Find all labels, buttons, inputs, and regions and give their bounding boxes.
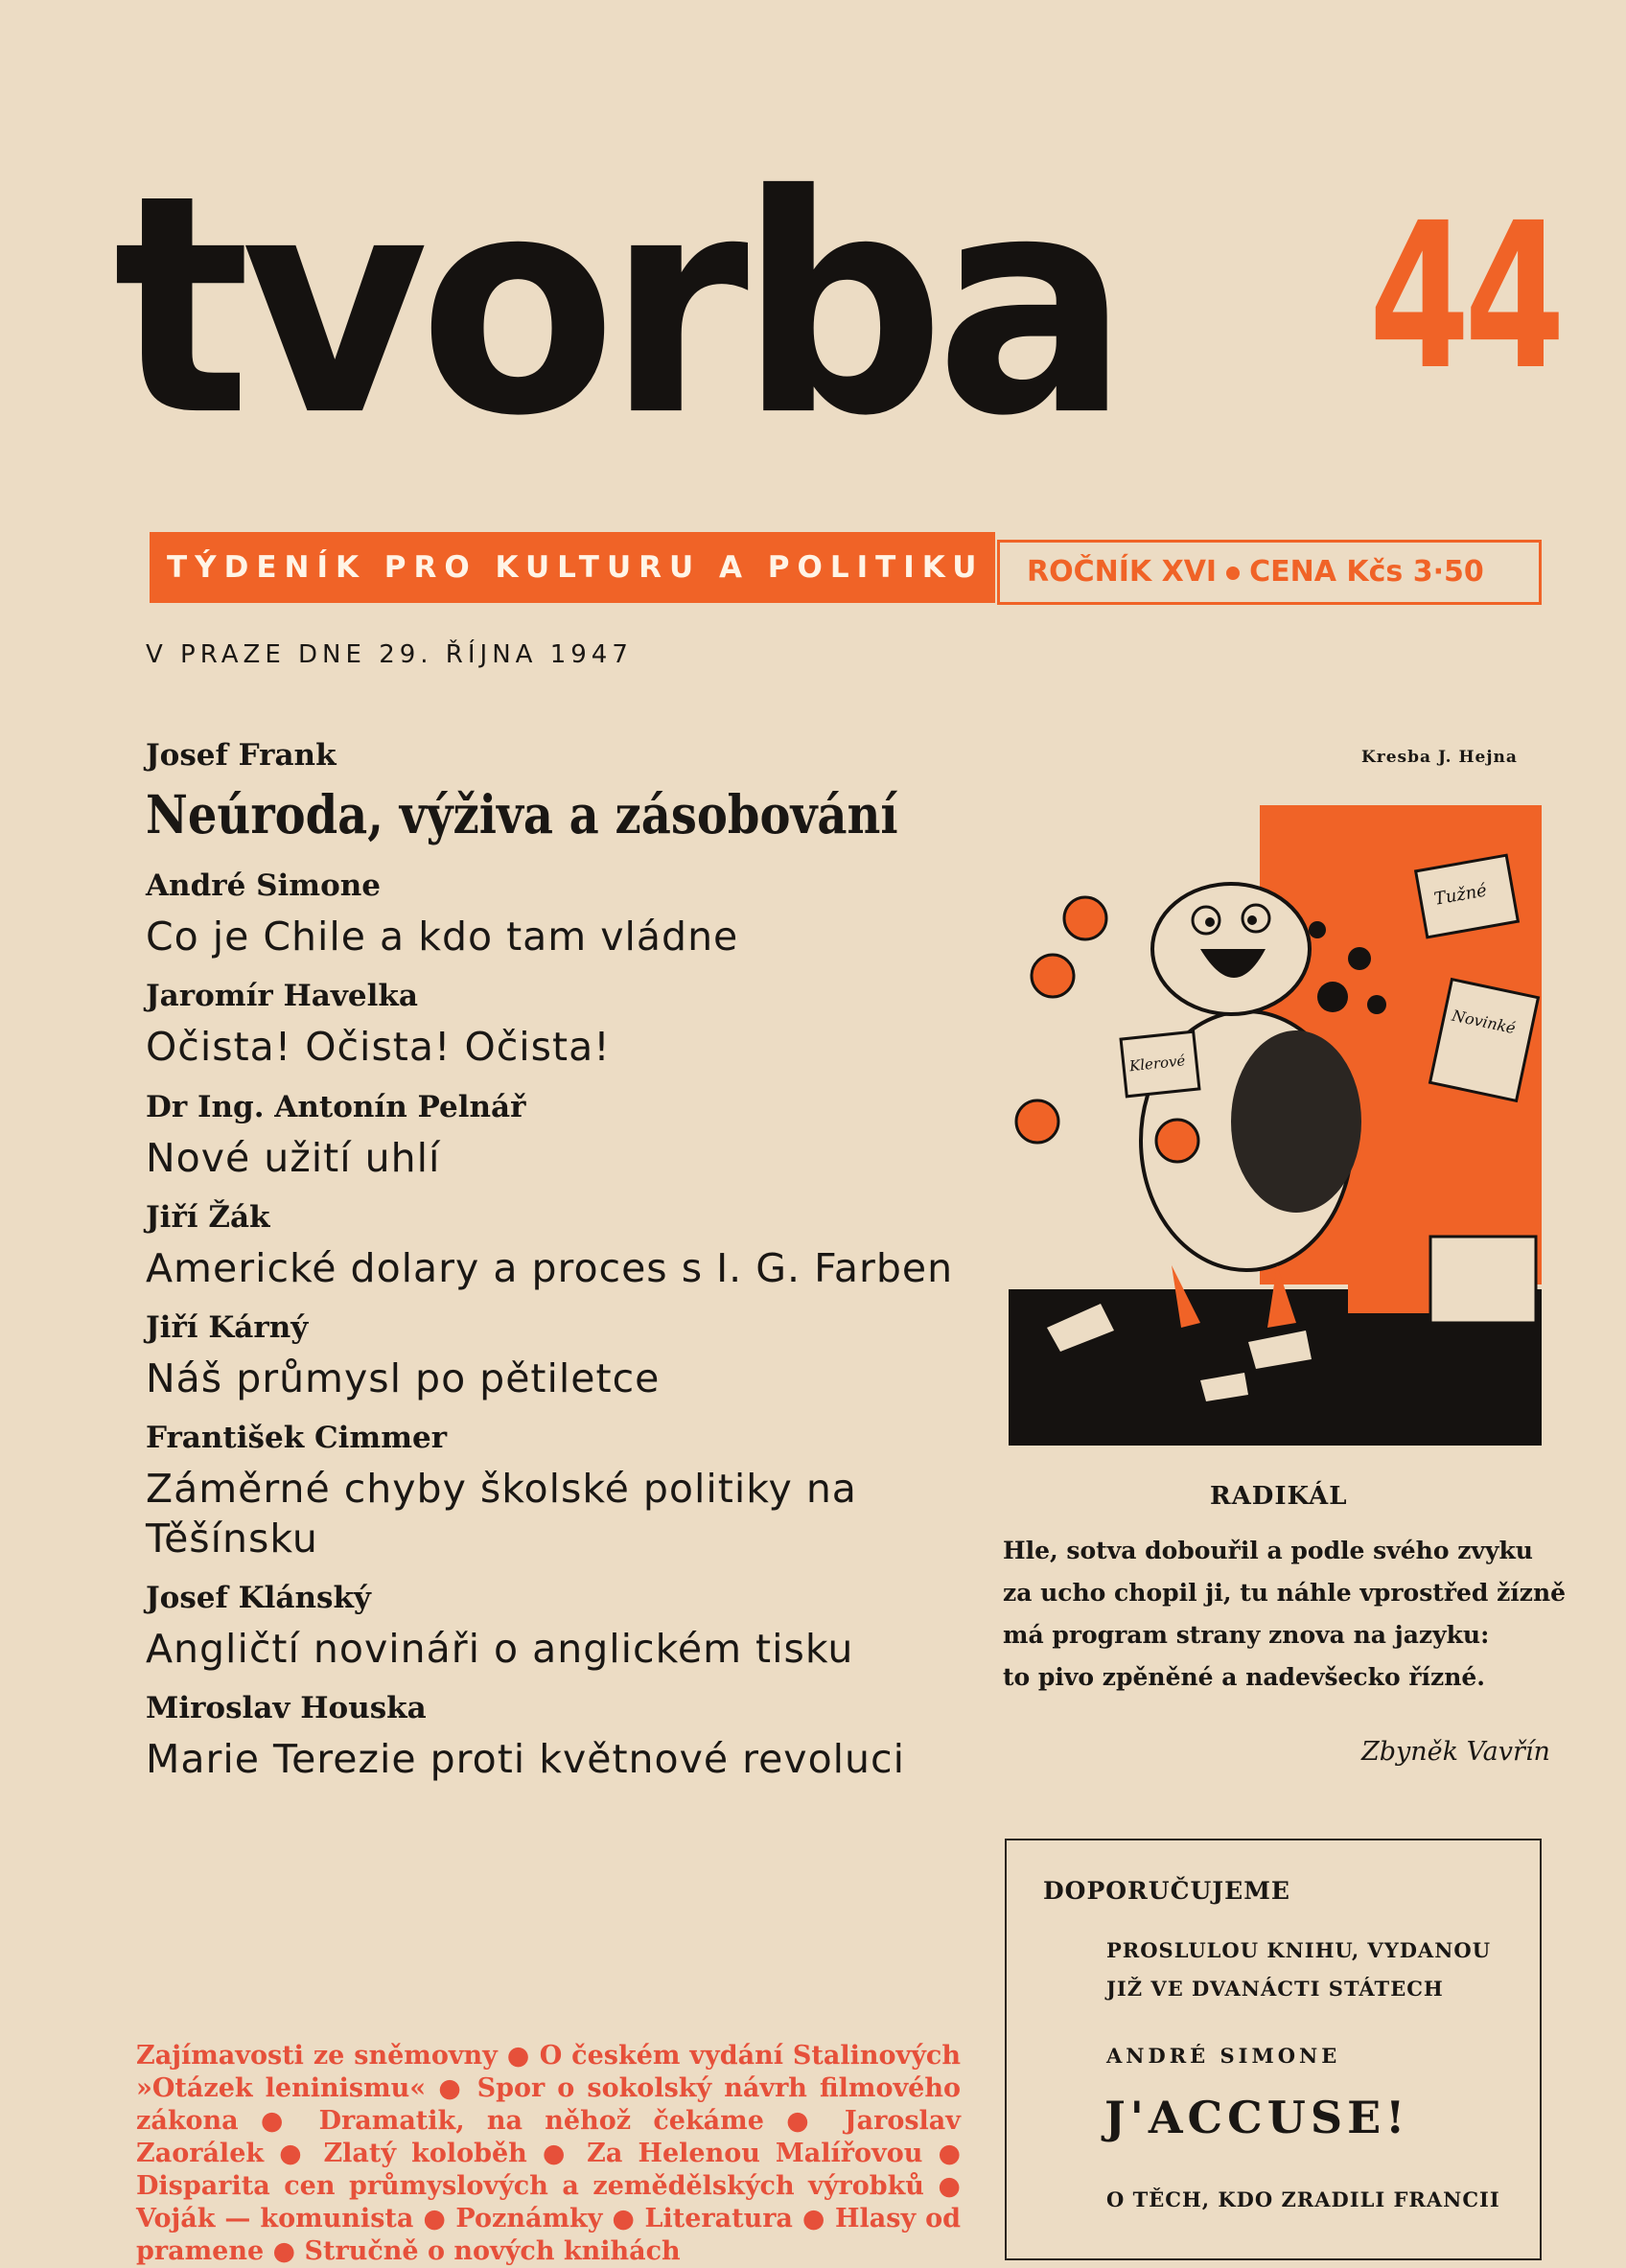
- poem-line: Hle, sotva dobouřil a podle svého zvyku: [1003, 1537, 1533, 1564]
- article-author: Dr Ing. Antonín Pelnář: [146, 1089, 526, 1124]
- ad-heading: DOPORUČUJEME: [1043, 1877, 1290, 1905]
- article-author: Josef Frank: [146, 738, 337, 773]
- cartoon-credit: Kresba J. Hejna: [1361, 748, 1518, 767]
- cartoon-mug-1: [1032, 955, 1074, 997]
- article-author: František Cimmer: [146, 1421, 448, 1456]
- cartoon-dark-belly: [1231, 1030, 1361, 1213]
- article-author: Josef Klánský: [146, 1580, 371, 1615]
- article-title: Neúroda, výživa a zásobování: [146, 784, 898, 846]
- article-author: Jiří Kárný: [146, 1310, 309, 1345]
- article-title: Očista! Očista! Očista!: [146, 1024, 611, 1071]
- article-author: Jaromír Havelka: [146, 979, 418, 1014]
- cartoon-sign-right: Novinké: [1450, 1006, 1518, 1038]
- poem-text: [1003, 1530, 1578, 1699]
- article-title: Náš průmysl po pětiletce: [146, 1355, 661, 1401]
- ad-book-title: J'ACCUSE!: [1104, 2092, 1410, 2143]
- issue-number: 44: [1369, 179, 1560, 414]
- ad-line: PROSLULOU KNIHU, VYDANOU: [1106, 1938, 1492, 1962]
- article-title: Marie Terezie proti květnové revoluci: [146, 1736, 905, 1782]
- article-title: Nové užití uhlí: [146, 1134, 441, 1181]
- price-label: CENA Kčs 3·50: [1249, 555, 1484, 589]
- article-title: Záměrné chyby školské politiky na Těšínsku: [146, 1466, 857, 1562]
- poem-line: za ucho chopil ji, tu náhle vprostřed žízně: [1003, 1579, 1567, 1607]
- volume-label: ROČNÍK XVI: [1027, 555, 1218, 589]
- article-author: André Simone: [146, 868, 382, 903]
- cartoon-mug-3: [1016, 1100, 1058, 1143]
- article-author: Jiří Žák: [146, 1199, 270, 1235]
- subtitle-band: TÝDENÍK PRO KULTURU A POLITIKU: [150, 532, 995, 603]
- masthead-title: tvorba: [113, 130, 1121, 482]
- cartoon-sign-left: Klerové: [1128, 1052, 1187, 1076]
- cartoon-box: [1348, 1217, 1440, 1313]
- poem-line: má program strany znova na jazyku:: [1003, 1621, 1490, 1649]
- article-title: Americké dolary a proces s I. G. Farben: [146, 1244, 954, 1291]
- poem-title: RADIKÁL: [1210, 1482, 1348, 1511]
- poem-author: Zbyněk Vavřín: [1361, 1737, 1550, 1767]
- cartoon-mug-2: [1064, 897, 1106, 939]
- cartoon-sign-top: Tužné: [1432, 880, 1489, 910]
- ad-book-author: ANDRÉ SIMONE: [1106, 2044, 1341, 2068]
- cartoon-illustration: [1009, 805, 1542, 1446]
- ad-line: O TĚCH, KDO ZRADILI FRANCII: [1106, 2187, 1500, 2211]
- table-of-contents: [146, 738, 989, 1801]
- article-author: Miroslav Houska: [146, 1691, 427, 1725]
- ad-line: JIŽ VE DVANÁCTI STÁTECH: [1106, 1977, 1444, 2001]
- cartoon-mug-4: [1156, 1120, 1198, 1162]
- bullet-icon: [1226, 567, 1240, 580]
- volume-price-box: [997, 540, 1542, 605]
- article-title: Co je Chile a kdo tam vládne: [146, 914, 739, 960]
- cartoon-crate: [1430, 1237, 1536, 1323]
- more-contents-list: Zajímavosti ze sněmovny ● O českém vydání Stalinových »Otázek leninismu« ● Spor o sokolský návrh filmového zákona ● Dramatik, na něhož čekáme ● Jaroslav Zaorálek ● Zlatý koloběh ● Za Helenou Malířovou ● Disparita cen průmyslových a zemědělských výrobků ● Voják — komunista ● Poznámky ● Literatura ● Hlasy od pramene ● Stručně o nových knihách: [136, 2041, 961, 2266]
- article-title: Angličtí novináři o anglickém tisku: [146, 1625, 854, 1672]
- book-advert-box: [1005, 1839, 1542, 2260]
- poem-line: to pivo zpěněné a nadevšecko řízné.: [1003, 1663, 1486, 1691]
- dateline: V PRAZE DNE 29. ŘÍJNA 1947: [146, 640, 633, 669]
